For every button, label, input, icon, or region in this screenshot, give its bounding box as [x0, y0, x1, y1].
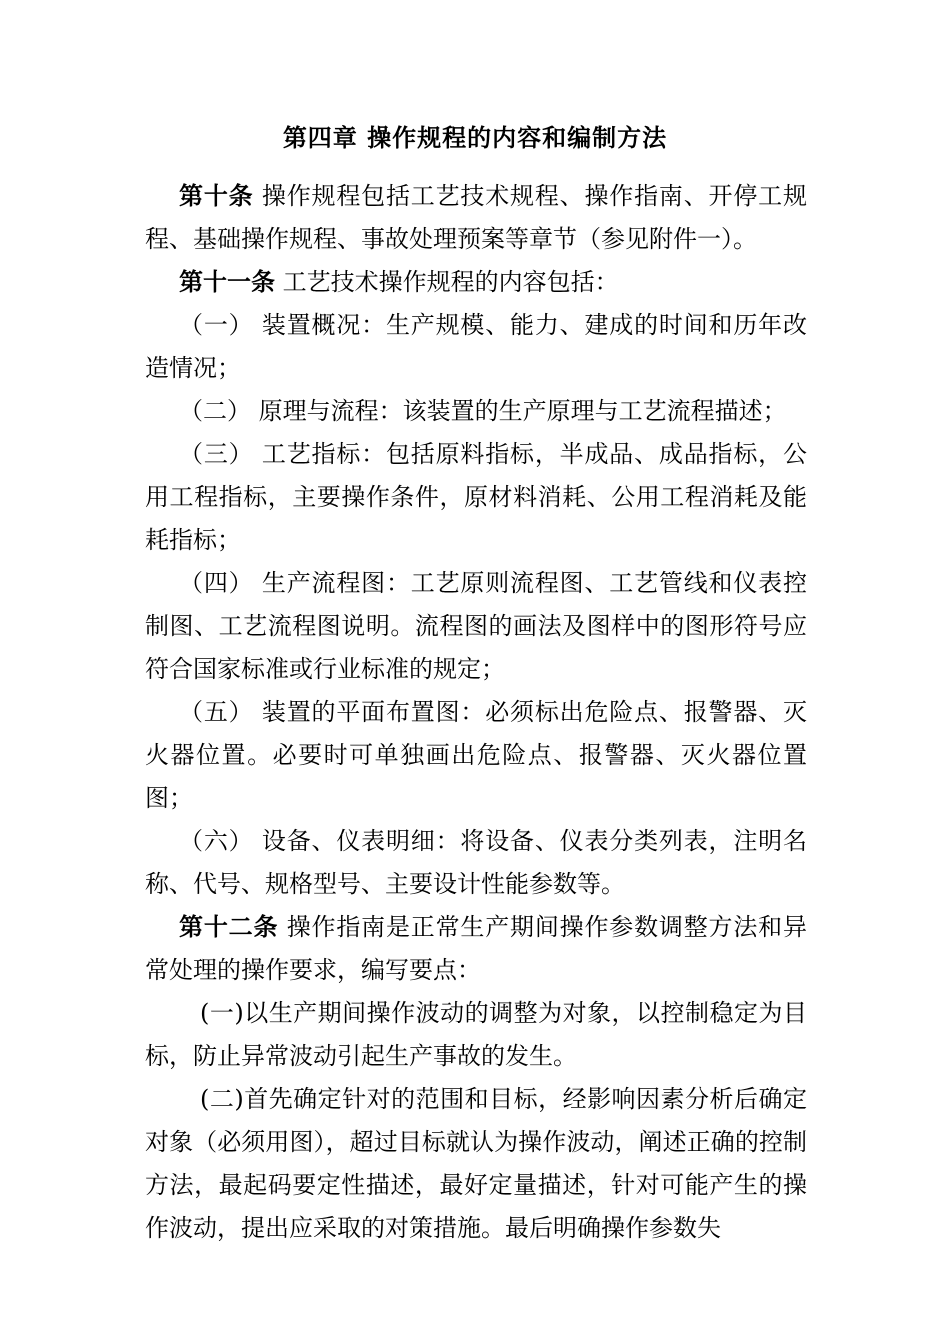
article-heading: 第十一条 — [179, 268, 275, 296]
list-item — [145, 992, 807, 1078]
list-item — [145, 390, 807, 433]
list-item-text: (一)以生产期间操作波动的调整为对象，以控制稳定为目标，防止异常波动引起生产事故的发生。 — [145, 999, 807, 1070]
list-item-text: （三） 工艺指标：包括原料指标，半成品、成品指标，公用工程指标，主要操作条件，原材料消耗、公用工程消耗及能耗指标； — [145, 440, 807, 554]
list-item-text: （二） 原理与流程：该装置的生产原理与工艺流程描述； — [179, 397, 787, 425]
list-item — [145, 562, 807, 691]
list-item-text: （一） 装置概况：生产规模、能力、建成的时间和历年改造情况； — [145, 311, 807, 382]
article-11 — [145, 261, 807, 304]
list-item — [145, 1078, 807, 1250]
article-text: 工艺技术操作规程的内容包括： — [275, 268, 619, 296]
article-text: 操作指南是正常生产期间操作参数调整方法和异常处理的操作要求，编写要点： — [145, 913, 807, 984]
article-heading: 第十条 — [179, 182, 254, 210]
list-item-text: （四） 生产流程图：工艺原则流程图、工艺管线和仪表控制图、工艺流程图说明。流程图的画法及图样中的图形符号应符合国家标准或行业标准的规定； — [145, 569, 807, 683]
list-item — [145, 691, 807, 820]
list-item — [145, 304, 807, 390]
chapter-title: 第四章 操作规程的内容和编制方法 — [282, 124, 668, 152]
article-10 — [145, 175, 807, 261]
document-body — [145, 175, 807, 1250]
list-item — [145, 820, 807, 906]
article-text: 操作规程包括工艺技术规程、操作指南、开停工规程、基础操作规程、事故处理预案等章节（参见附件一）。 — [145, 182, 807, 253]
list-item-text: (二)首先确定针对的范围和目标，经影响因素分析后确定对象（必须用图），超过目标就认为操作波动，阐述正确的控制方法，最起码要定性描述，最好定量描述，针对可能产生的操作波动，提出应采取的对策措施。最后明确操作参数失 — [145, 1085, 807, 1242]
list-item — [145, 433, 807, 562]
list-item-text: （六） 设备、仪表明细：将设备、仪表分类列表，注明名称、代号、规格型号、主要设计性能参数等。 — [145, 827, 807, 898]
article-12 — [145, 906, 807, 992]
article-heading: 第十二条 — [179, 913, 279, 941]
list-item-text: （五） 装置的平面布置图：必须标出危险点、报警器、灭火器位置。必要时可单独画出危险点、报警器、灭火器位置图； — [145, 698, 807, 812]
